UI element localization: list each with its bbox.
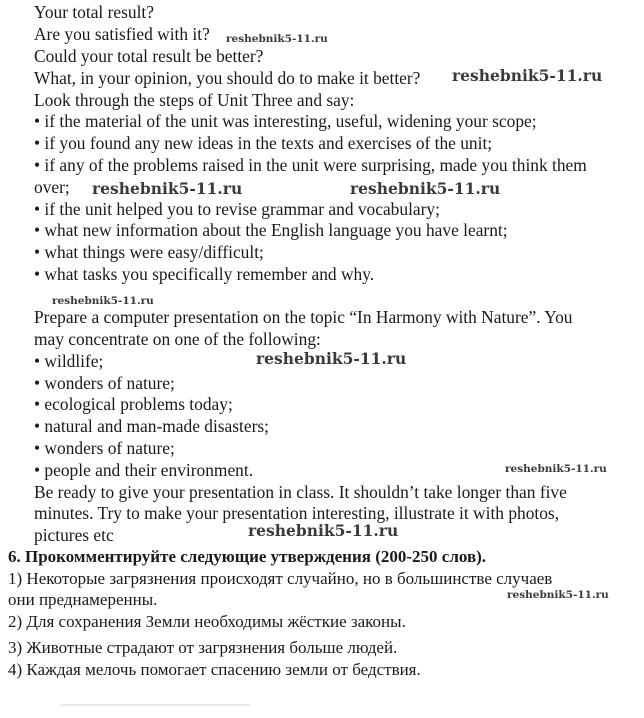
bullet-item: • people and their environment. bbox=[34, 460, 254, 480]
bullet-item: • what new information about the English language you have learnt; bbox=[34, 220, 508, 240]
text-line: pictures etc bbox=[34, 525, 114, 545]
watermark: reshebnik5-11.ru bbox=[52, 295, 154, 307]
text-line: Could your total result be better? bbox=[34, 46, 264, 66]
watermark: reshebnik5-11.ru bbox=[256, 349, 407, 368]
text-line: 2) Для сохранения Земли необходимы жёсткие законы. bbox=[8, 612, 406, 631]
text-line: over; bbox=[34, 177, 70, 197]
text-line: 3) Животные страдают от загрязнения больше людей. bbox=[8, 638, 398, 657]
watermark: reshebnik5-11.ru bbox=[248, 521, 399, 540]
watermark: reshebnik5-11.ru bbox=[507, 589, 609, 601]
bullet-item: • wonders of nature; bbox=[34, 373, 175, 393]
text-line: Your total result? bbox=[34, 2, 154, 22]
bullet-item: • wildlife; bbox=[34, 351, 104, 371]
watermark: reshebnik5-11.ru bbox=[505, 463, 607, 475]
text-line: они преднамеренны. bbox=[8, 590, 158, 609]
bullet-item: • if you found any new ideas in the texts and exercises of the unit; bbox=[34, 133, 493, 153]
section-heading: 6. Прокомментируйте следующие утверждения (200-250 слов). bbox=[8, 547, 487, 566]
bullet-item: • wonders of nature; bbox=[34, 438, 175, 458]
bullet-item: • ecological problems today; bbox=[34, 394, 233, 414]
bullet-item: • if the material of the unit was interesting, useful, widening your scope; bbox=[34, 111, 537, 131]
text-line: Are you satisfied with it? bbox=[34, 24, 210, 44]
text-line: 1) Некоторые загрязнения происходят случайно, но в большинстве случаев bbox=[8, 569, 553, 588]
faded-line bbox=[60, 704, 250, 706]
watermark: reshebnik5-11.ru bbox=[226, 33, 328, 45]
bullet-item: • if the unit helped you to revise grammar and vocabulary; bbox=[34, 199, 440, 219]
text-line: Prepare a computer presentation on the topic “In Harmony with Nature”. You bbox=[34, 307, 573, 327]
bullet-item: • what things were easy/difficult; bbox=[34, 242, 264, 262]
text-line: may concentrate on one of the following: bbox=[34, 329, 321, 349]
text-line: Be ready to give your presentation in class. It shouldn’t take longer than five bbox=[34, 482, 567, 502]
bullet-item: • if any of the problems raised in the unit were surprising, made you think them bbox=[34, 155, 587, 175]
text-line: What, in your opinion, you should do to make it better? bbox=[34, 68, 421, 88]
text-line: 4) Каждая мелочь помогает спасению земли от бедствия. bbox=[8, 660, 421, 679]
watermark: reshebnik5-11.ru bbox=[92, 179, 243, 198]
bullet-item: • natural and man-made disasters; bbox=[34, 416, 269, 436]
bullet-item: • what tasks you specifically remember and why. bbox=[34, 264, 375, 284]
watermark: reshebnik5-11.ru bbox=[452, 66, 603, 85]
text-line: Look through the steps of Unit Three and say: bbox=[34, 90, 355, 110]
text-line: minutes. Try to make your presentation interesting, illustrate it with photos, bbox=[34, 503, 560, 523]
watermark: reshebnik5-11.ru bbox=[350, 179, 501, 198]
